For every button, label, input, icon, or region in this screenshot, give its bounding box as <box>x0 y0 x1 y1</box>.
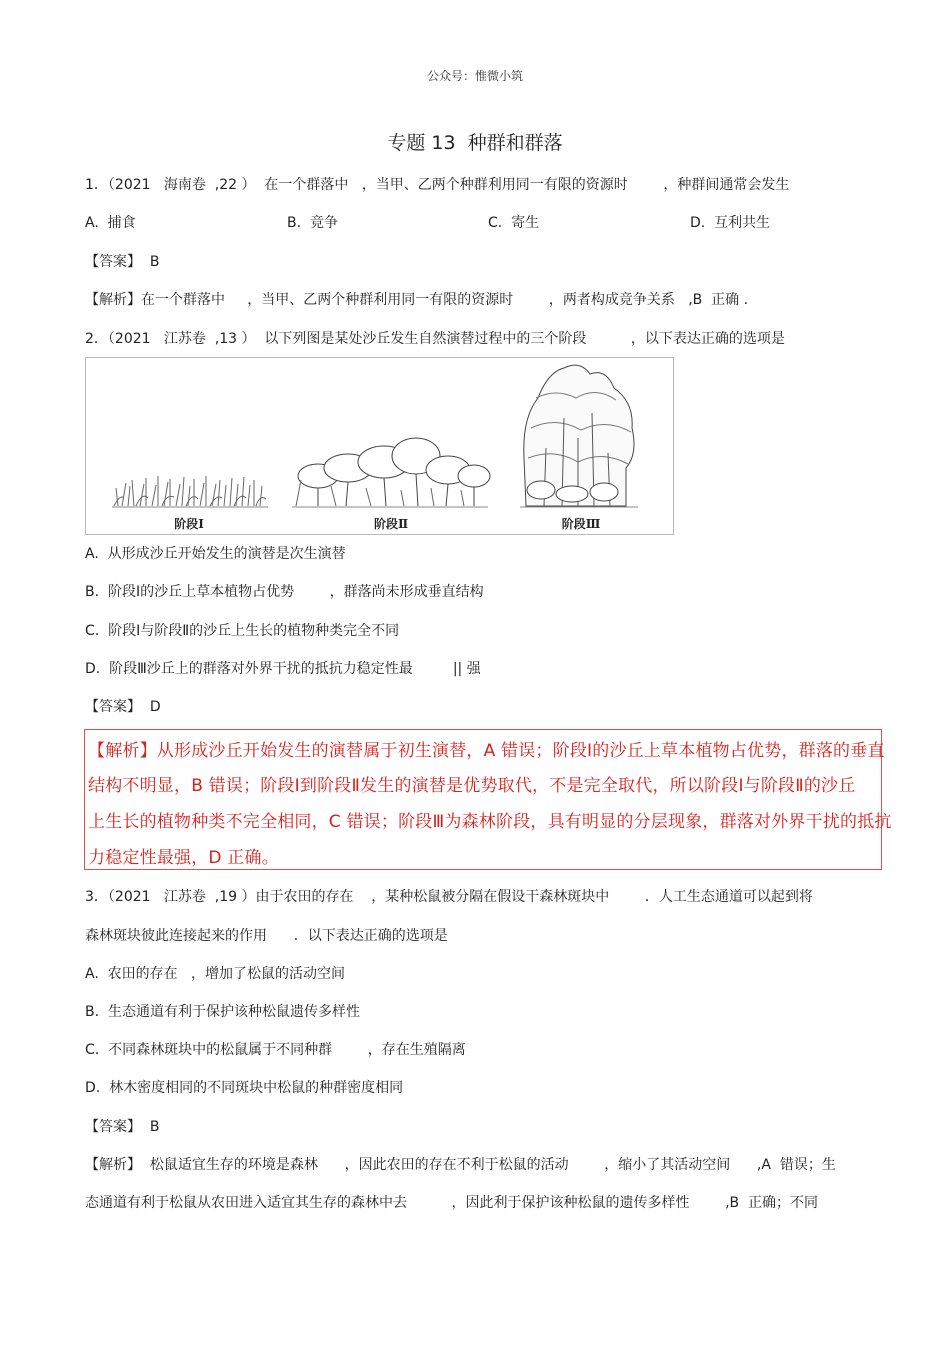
q3-option-b: B. 生态通道有利于保护该种松鼠遗传多样性 <box>85 1004 360 1020</box>
q3-analysis-line-1: 【解析】 松鼠适宜生存的环境是森林 ，因此农田的存在不利于松鼠的活动 ，缩小了其活动空间 ,A 错误；生 <box>85 1157 836 1173</box>
q3-option-d: D. 林木密度相同的不同斑块中松鼠的种群密度相同 <box>85 1080 404 1096</box>
q2-analysis-line: 【解析】从形成沙丘开始发生的演替属于初生演替，A 错误；阶段Ⅰ的沙丘上草本植物占优势，群落的垂直 <box>88 741 885 761</box>
q2-option-b: B. 阶段Ⅰ的沙丘上草本植物占优势 ，群落尚未形成垂直结构 <box>85 584 484 600</box>
q3-analysis-line-2: 态通道有利于松鼠从农田进入适宜其生存的森林中去 ，因此利于保护该种松鼠的遗传多样性 ,B 正确；不同 <box>85 1195 819 1211</box>
q2-stem: 2．（2021 江苏卷 ,13 ） 以下列图是某处沙丘发生自然演替过程中的三个阶段 ，以下表达正确的选项是 <box>85 331 785 347</box>
succession-figure <box>85 357 674 535</box>
q2-option-a: A. 从形成沙丘开始发生的演替是次生演替 <box>85 546 346 562</box>
page-title: 专题 13 种群和群落 <box>387 132 563 154</box>
q1-answer: 【答案】 B <box>85 254 160 270</box>
q3-option-a: A. 农田的存在 ，增加了松鼠的活动空间 <box>85 966 346 982</box>
q1-option-b: B. 竞争 <box>287 215 338 231</box>
stage-3-forest-illustration <box>520 365 638 507</box>
q2-analysis-line: 力稳定性最强，D 正确。 <box>88 848 279 868</box>
q3-answer: 【答案】 B <box>85 1119 160 1135</box>
q1-option-c: C. 寄生 <box>488 215 540 231</box>
q2-option-d: D. 阶段Ⅲ沙丘上的群落对外界干扰的抵抗力稳定性最 || 强 <box>85 661 481 677</box>
stage-3-label: 阶段Ⅲ <box>561 517 601 531</box>
q3-option-c: C. 不同森林斑块中的松鼠属于不同种群 ，存在生殖隔离 <box>85 1042 466 1058</box>
stage-2-label: 阶段Ⅱ <box>373 517 409 531</box>
q2-option-c: C. 阶段Ⅰ与阶段Ⅱ的沙丘上生长的植物种类完全不同 <box>85 623 400 639</box>
q2-analysis-box <box>84 729 892 870</box>
q1-stem: 1．（2021 海南卷 ,22 ） 在一个群落中 ，当甲、乙两个种群利用同一有限的资源时 ，种群间通常会发生 <box>85 177 790 193</box>
stage-2-shrub-illustration <box>292 438 490 507</box>
succession-illustration <box>86 358 673 534</box>
stage-1-grass-illustration <box>112 476 268 507</box>
q1-option-d: D. 互利共生 <box>690 215 771 231</box>
q1-option-a: A. 捕食 <box>85 215 136 231</box>
q3-stem-line-2: 森林斑块彼此连接起来的作用 ．以下表达正确的选项是 <box>85 928 448 944</box>
q2-analysis-line: 上生长的植物种类不完全相同，C 错误；阶段Ⅲ为森林阶段，具有明显的分层现象，群落对外界干扰的抵抗 <box>88 812 892 832</box>
stage-1-label: 阶段Ⅰ <box>174 517 204 531</box>
q2-answer: 【答案】 D <box>85 699 161 715</box>
page-header: 公众号：惟微小筑 <box>426 69 523 83</box>
q2-analysis-line: 结构不明显，B 错误；阶段Ⅰ到阶段Ⅱ发生的演替是优势取代，不是完全取代，所以阶段Ⅰ与阶段Ⅱ的沙丘 <box>88 776 856 796</box>
q1-analysis: 【解析】在一个群落中 ，当甲、乙两个种群利用同一有限的资源时 ，两者构成竞争关系 ,B 正确 . <box>85 292 749 308</box>
q3-stem-line-1: 3．（2021 江苏卷 ,19 ）由于农田的存在 ，某种松鼠被分隔在假设干森林斑块中 ．人工生态通道可以起到将 <box>85 889 813 905</box>
